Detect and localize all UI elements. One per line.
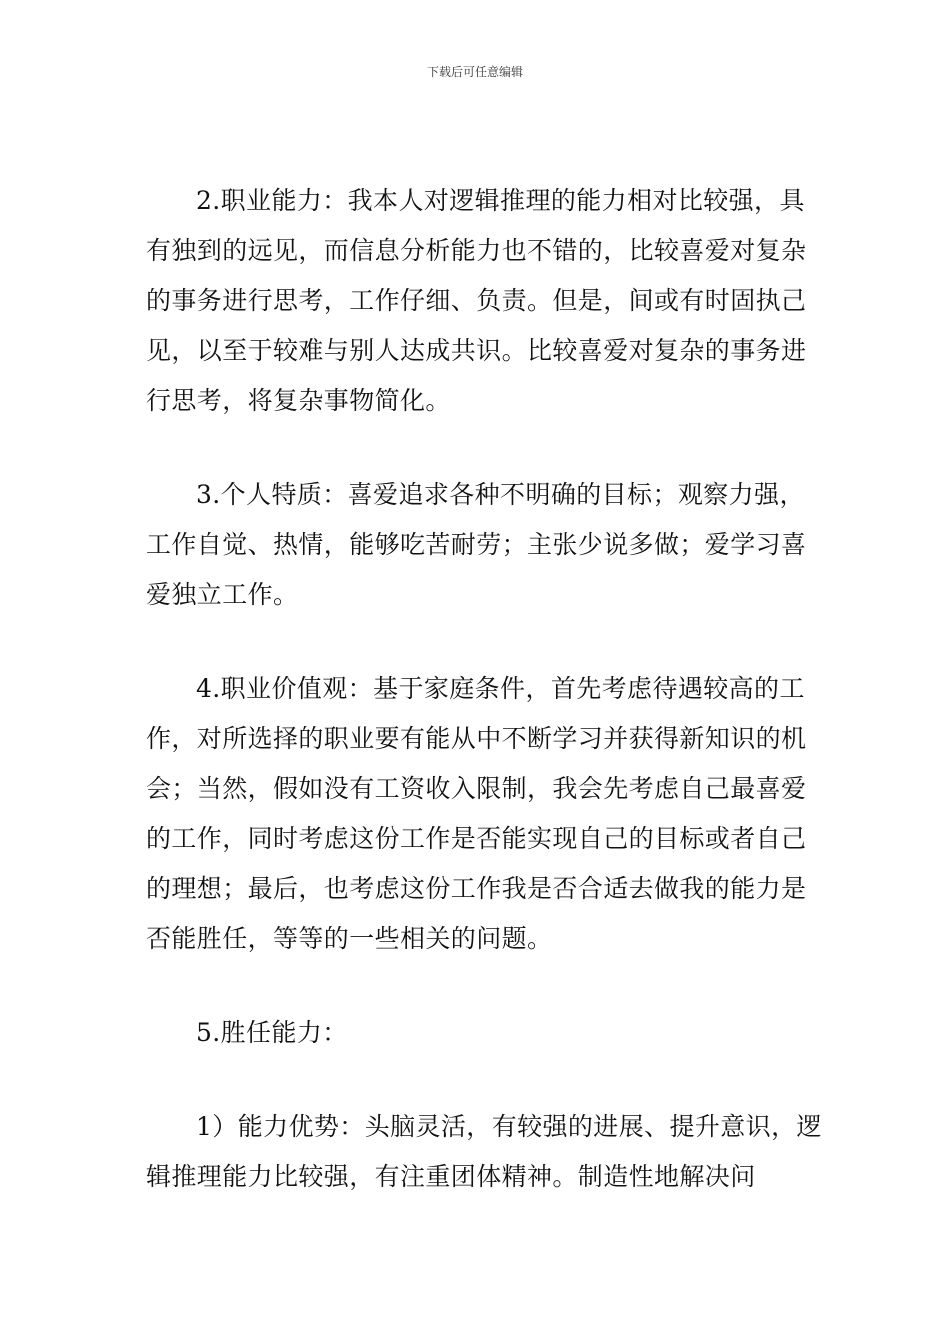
paragraph-ability-strengths: 1）能力优势：头脑灵活，有较强的进展、提升意识，逻辑推理能力比较强，有注重团体精神。制造性地解决问 — [146, 1112, 822, 1191]
document-body — [146, 176, 822, 1202]
paragraph-career-values: 4.职业价值观：基于家庭条件，首先考虑待遇较高的工作，对所选择的职业要有能从中不断学习并获得新知识的机会；当然，假如没有工资收入限制，我会先考虑自己最喜爱的工作，同时考虑这份工作是否能实现自己的目标或者自己的理想；最后，也考虑这份工作我是否合适去做我的能力是否能胜任，等等的一些相关的问题。 — [146, 674, 807, 953]
paragraph-personal-traits: 3.个人特质：喜爱追求各种不明确的目标；观察力强，工作自觉、热情，能够吃苦耐劳；主张少说多做；爱学习喜爱独立工作。 — [146, 480, 807, 609]
paragraph-competency-heading: 5.胜任能力： — [196, 1018, 348, 1047]
page-header-note: 下载后可任意编辑 — [426, 65, 523, 79]
paragraph-career-ability: 2.职业能力：我本人对逻辑推理的能力相对比较强，具有独到的远见，而信息分析能力也不错的，比较喜爱对复杂的事务进行思考，工作仔细、负责。但是，间或有时固执己见，以至于较难与别人达成共识。比较喜爱对复杂的事务进行思考，将复杂事物简化。 — [146, 186, 807, 415]
